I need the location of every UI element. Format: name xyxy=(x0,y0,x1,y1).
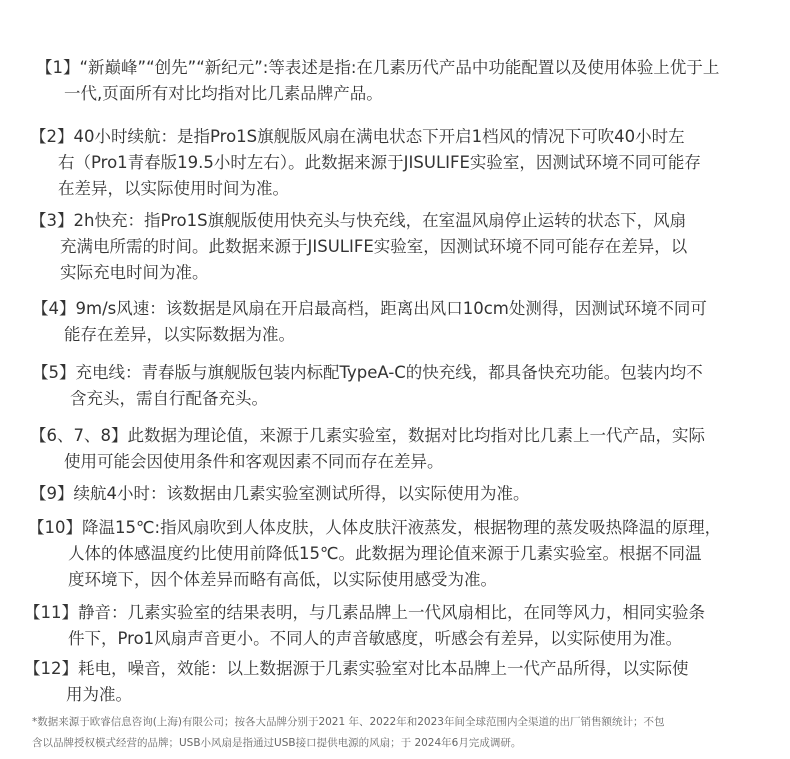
note-line: 件下，Pro1风扇声音更小。不同人的声音敏感度，听感会有差异，以实际使用为准。 xyxy=(68,629,683,648)
note-line: 能存在差异，以实际数据为准。 xyxy=(64,325,295,344)
note-line: 用为准。 xyxy=(66,685,132,704)
note-10 xyxy=(0,515,790,593)
note-line: 在差异，以实际使用时间为准。 xyxy=(58,179,289,198)
note-line: 人体的体感温度约比使用前降低15℃。此数据为理论值来源于几素实验室。根据不同温 xyxy=(68,544,702,563)
note-line: 【6、7、8】此数据为理论值，来源于几素实验室，数据对比均指对比几素上一代产品，实际 xyxy=(30,426,705,445)
note-6-7-8 xyxy=(0,423,790,475)
note-9 xyxy=(0,481,790,507)
note-line: 【12】耗电，噪音，效能：以上数据源于几素实验室对比本品牌上一代产品所得，以实际使 xyxy=(24,659,689,678)
source-footnote xyxy=(32,712,772,754)
note-line: 【10】降温15℃:指风扇吹到人体皮肤，人体皮肤汗液蒸发，根据物理的蒸发吸热降温的原理， xyxy=(28,518,722,537)
note-line: 度环境下，因个体差异而略有高低，以实际使用感受为准。 xyxy=(68,570,497,589)
note-line: 【5】充电线：青春版与旗舰版包装内标配TypeA-C的快充线，都具备快充功能。包装内均不 xyxy=(32,363,703,382)
note-line: 【11】静音：几素实验室的结果表明，与几素品牌上一代风扇相比，在同等风力，相同实验条 xyxy=(24,603,705,622)
note-2 xyxy=(0,124,790,202)
note-3 xyxy=(0,208,790,286)
note-line: 充满电所需的时间。此数据来源于JISULIFE实验室，因测试环境不同可能存在差异，以 xyxy=(60,237,688,256)
note-line: 使用可能会因使用条件和客观因素不同而存在差异。 xyxy=(64,452,444,471)
note-line: 【2】40小时续航：是指Pro1S旗舰版风扇在满电状态下开启1档风的情况下可吹40小时左 xyxy=(30,127,685,146)
note-line: 【4】9m/s风速：该数据是风扇在开启最高档，距离出风口10cm处测得，因测试环境不同可 xyxy=(32,299,707,318)
footnote-line: *数据来源于欧睿信息咨询(上海)有限公司；按各大品牌分别于2021 年、2022年和2023年间全球范围内全渠道的出厂销售额统计；不包 xyxy=(32,716,665,728)
footnote-line: 含以品牌授权模式经营的品牌；USB小风扇是指通过USB接口提供电源的风扇；于 2024年6月完成调研。 xyxy=(32,737,522,749)
note-line: 右（Pro1青春版19.5小时左右）。此数据来源于JISULIFE实验室，因测试环境不同可能存 xyxy=(58,153,701,172)
note-line: 【3】2h快充：指Pro1S旗舰版使用快充头与快充线，在室温风扇停止运转的状态下，风扇 xyxy=(30,211,687,230)
note-11 xyxy=(0,600,790,652)
note-line: 一代,页面所有对比均指对比几素品牌产品。 xyxy=(64,84,383,103)
note-12 xyxy=(0,656,790,708)
note-line: 【1】“新巅峰”“创先”“新纪元”:等表述是指:在几素历代产品中功能配置以及使用体验上优于上 xyxy=(36,58,720,77)
note-line: 含充头，需自行配备充头。 xyxy=(70,389,268,408)
note-1 xyxy=(0,55,790,107)
note-4 xyxy=(0,296,790,348)
note-5 xyxy=(0,360,790,412)
note-line: 实际充电时间为准。 xyxy=(60,263,209,282)
note-line: 【9】续航4小时：该数据由几素实验室测试所得，以实际使用为准。 xyxy=(30,484,530,503)
